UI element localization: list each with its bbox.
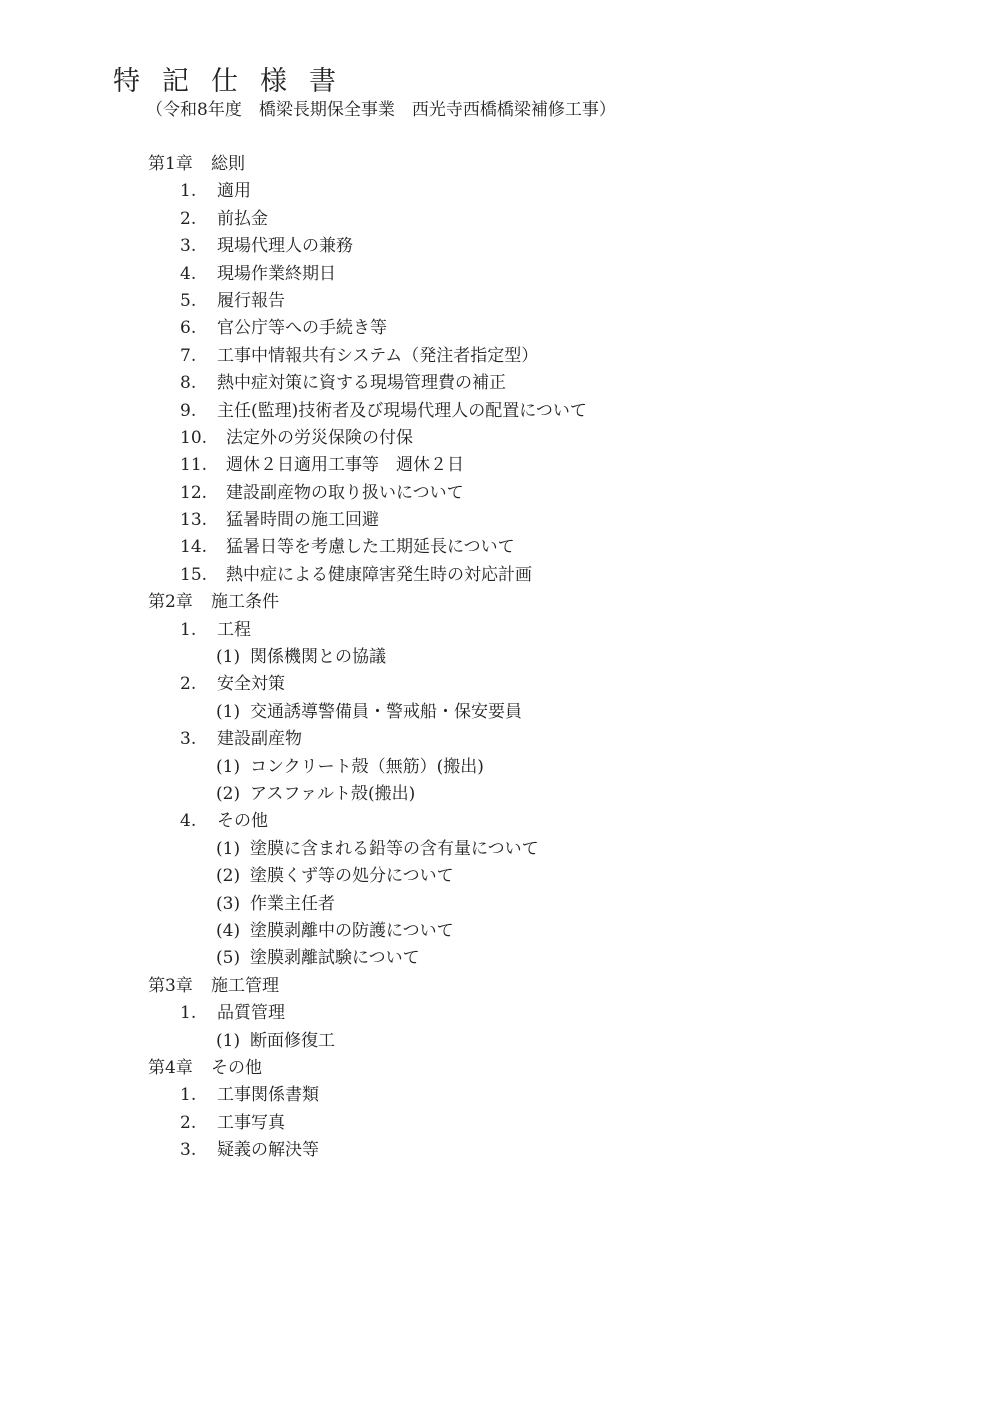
toc-label: 工事写真 [217,1112,285,1133]
toc-item [0,808,1000,835]
toc-label: 工事中情報共有システム（発注者指定型） [217,345,539,366]
toc-label: 工事関係書類 [217,1085,319,1106]
toc-item [0,726,1000,753]
toc-chapter [0,151,1000,178]
toc-item [0,206,1000,233]
table-of-contents [0,151,1000,1164]
toc-item [0,671,1000,698]
toc-item [0,370,1000,397]
toc-label: 熱中症対策に資する現場管理費の補正 [217,373,506,394]
toc-label: 安全対策 [217,674,285,695]
toc-number: 第1章 [148,154,193,174]
toc-label: 塗膜に含まれる鉛等の含有量について [250,838,539,859]
toc-chapter [0,1055,1000,1082]
toc-number: 13. [180,510,208,531]
toc-number: (2) [216,783,241,804]
toc-label: 熱中症による健康障害発生時の対応計画 [226,564,532,585]
toc-item [0,343,1000,370]
toc-number: (1) [216,1030,241,1051]
toc-subitem [0,1028,1000,1055]
toc-label: 施工管理 [211,975,279,996]
toc-subitem [0,918,1000,945]
toc-item [0,507,1000,534]
toc-number: (2) [216,866,241,887]
toc-label: 官公庁等への手続き等 [217,318,387,339]
toc-number: 3. [180,1140,197,1161]
toc-label: 現場作業終期日 [217,263,336,284]
toc-item [0,1082,1000,1109]
toc-label: 建設副産物の取り扱いについて [226,482,464,503]
toc-label: 工程 [217,619,251,640]
toc-subitem [0,836,1000,863]
toc-item [0,233,1000,260]
toc-number: 14. [180,537,208,558]
toc-item [0,480,1000,507]
toc-number: 2. [180,1112,197,1133]
toc-label: 施工条件 [211,592,279,613]
toc-number: 2. [180,674,197,695]
toc-label: アスファルト殻(搬出) [250,783,416,804]
toc-number: (4) [216,920,241,941]
toc-item [0,1137,1000,1164]
toc-item [0,315,1000,342]
toc-label: 塗膜剥離試験について [250,948,420,969]
toc-label: 断面修復工 [250,1030,335,1051]
toc-number: (5) [216,948,241,969]
toc-number: 1. [180,1085,197,1106]
toc-label: 交通誘導警備員・警戒船・保安要員 [250,701,522,722]
toc-number: (1) [216,701,241,722]
toc-item [0,562,1000,589]
toc-label: その他 [211,1057,262,1078]
toc-number: 4. [180,263,197,284]
toc-subitem [0,754,1000,781]
toc-number: 第2章 [148,592,193,613]
toc-item [0,534,1000,561]
toc-label: 品質管理 [217,1003,285,1024]
toc-item [0,452,1000,479]
toc-item [0,178,1000,205]
toc-number: 第4章 [148,1057,193,1078]
page-title: 特記仕様書 [113,66,358,97]
toc-label: その他 [217,811,268,832]
toc-label: 疑義の解決等 [217,1140,319,1161]
toc-item [0,617,1000,644]
toc-label: 履行報告 [217,290,285,311]
toc-label: 主任(監理)技術者及び現場代理人の配置について [217,400,587,421]
toc-item [0,261,1000,288]
toc-label: 総則 [211,154,245,174]
toc-subitem [0,945,1000,972]
toc-number: 15. [180,564,208,585]
toc-number: (1) [216,647,241,668]
toc-number: 1. [180,1003,197,1024]
page-subtitle: （令和8年度 橋梁長期保全事業 西光寺西橋橋梁補修工事） [146,100,616,120]
toc-label: 関係機関との協議 [250,647,386,668]
toc-chapter [0,589,1000,616]
toc-number: (3) [216,893,241,914]
toc-item [0,1110,1000,1137]
toc-label: 前払金 [217,208,268,229]
toc-number: 3. [180,236,197,257]
toc-number: 3. [180,729,197,750]
toc-number: 1. [180,619,197,640]
toc-number: (1) [216,756,241,777]
toc-label: 建設副産物 [217,729,302,750]
toc-item [0,1000,1000,1027]
toc-subitem [0,699,1000,726]
toc-number: 1. [180,181,197,202]
toc-number: 2. [180,208,197,229]
toc-number: 11. [180,455,208,476]
toc-item [0,398,1000,425]
toc-number: (1) [216,838,241,859]
toc-subitem [0,644,1000,671]
toc-number: 6. [180,318,197,339]
toc-number: 10. [180,427,208,448]
toc-label: 塗膜くず等の処分について [250,866,454,887]
toc-number: 第3章 [148,975,193,996]
toc-item [0,425,1000,452]
toc-subitem [0,863,1000,890]
toc-number: 9. [180,400,197,421]
toc-label: コンクリート殻（無筋）(搬出) [250,756,484,777]
toc-number: 8. [180,373,197,394]
toc-label: 法定外の労災保険の付保 [226,427,413,448]
toc-subitem [0,781,1000,808]
toc-label: 猛暑時間の施工回避 [226,510,379,531]
toc-label: 作業主任者 [250,893,335,914]
toc-chapter [0,973,1000,1000]
toc-number: 7. [180,345,197,366]
toc-number: 4. [180,811,197,832]
toc-label: 適用 [217,181,251,202]
toc-number: 5. [180,290,197,311]
toc-number: 12. [180,482,208,503]
toc-label: 塗膜剥離中の防護について [250,920,454,941]
toc-label: 現場代理人の兼務 [217,236,353,257]
toc-item [0,288,1000,315]
toc-label: 猛暑日等を考慮した工期延長について [226,537,515,558]
toc-label: 週休２日適用工事等 週休２日 [226,455,464,476]
toc-subitem [0,891,1000,918]
